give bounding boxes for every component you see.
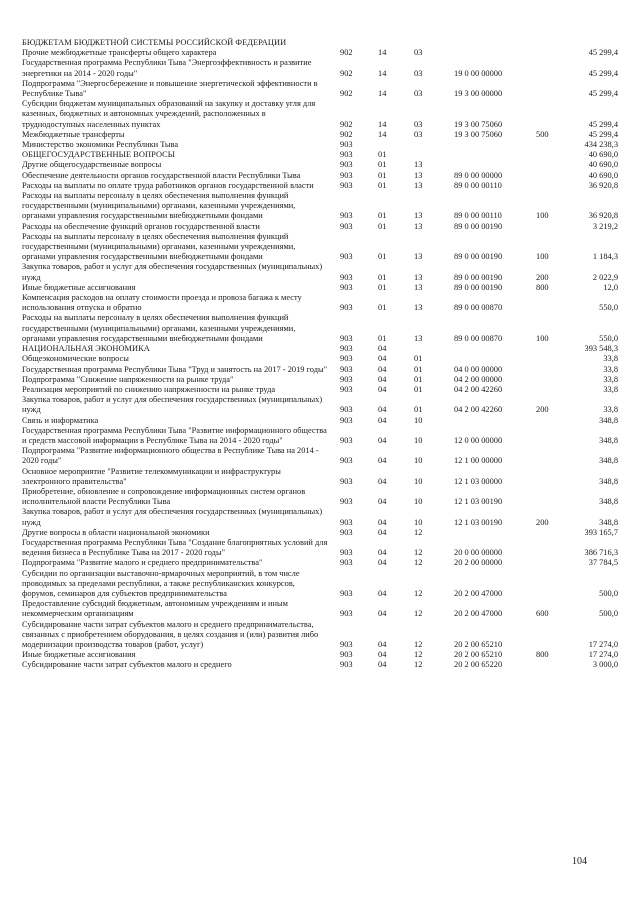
row-csr: 20 0 00 00000 [454, 548, 503, 558]
row-sum: 2 022,9 [592, 272, 618, 282]
row-csr: 20 2 00 00000 [454, 558, 503, 568]
row-rz: 14 [378, 68, 387, 78]
row-rz: 04 [378, 405, 387, 415]
row-csr: 20 2 00 65220 [454, 660, 503, 670]
row-pr: 01 [414, 354, 423, 364]
row-name: Субсидирование части затрат субъектов малого и среднего [22, 660, 232, 670]
row-rz: 14 [378, 129, 387, 139]
row-rz: 04 [378, 588, 387, 598]
row-name: НАЦИОНАЛЬНАЯ ЭКОНОМИКА [22, 344, 150, 354]
row-vr: 600 [536, 609, 549, 619]
table-row [22, 416, 618, 426]
row-csr: 89 0 00 00870 [454, 303, 503, 313]
row-pr: 03 [414, 89, 423, 99]
row-adm: 902 [340, 119, 353, 129]
table-row [22, 660, 618, 670]
row-name: Расходы на выплаты персоналу в целях обеспечения выполнения функций государственными (муниципальными) органами, казенными учреждениями, органами управления государственными внебюджетными фондами [22, 313, 296, 343]
row-name: Другие вопросы в области национальной экономики [22, 527, 210, 537]
row-rz: 04 [378, 609, 387, 619]
row-pr: 10 [414, 415, 423, 425]
row-rz: 01 [378, 252, 387, 262]
row-sum: 500,0 [599, 588, 618, 598]
table-row [22, 650, 618, 660]
row-name: Основное мероприятие "Развитие телекоммуникации и инфраструктуры электронного правительства" [22, 466, 281, 486]
row-rz: 01 [378, 282, 387, 292]
table-row [22, 385, 618, 395]
row-name: Прочие межбюджетные трансферты общего характера [22, 48, 217, 58]
table-row [22, 395, 618, 415]
row-rz: 01 [378, 303, 387, 313]
row-csr: 19 3 00 00000 [454, 89, 503, 99]
row-name: Министерство экономики Республики Тыва [22, 140, 179, 150]
row-sum: 348,8 [599, 456, 618, 466]
row-name: Государственная программа Республики Тыва "Создание благоприятных условий для ведения бизнеса в Республике Тыва на 2017 - 2020 годы" [22, 537, 328, 558]
row-adm: 903 [340, 303, 353, 313]
table-row [22, 191, 618, 222]
row-pr: 10 [414, 456, 423, 466]
row-name: Иные бюджетные ассигнования [22, 650, 136, 660]
row-rz: 04 [378, 415, 387, 425]
row-sum: 1 184,3 [592, 252, 618, 262]
row-adm: 903 [340, 609, 353, 619]
row-rz: 14 [378, 119, 387, 129]
row-csr: 89 0 00 00000 [454, 170, 503, 180]
table-row [22, 365, 618, 375]
row-sum: 45 299,4 [588, 68, 618, 78]
row-adm: 903 [340, 527, 353, 537]
row-csr: 19 3 00 75060 [454, 129, 503, 139]
table-row [22, 99, 618, 130]
row-csr: 89 0 00 00110 [454, 211, 502, 221]
table-row [22, 171, 618, 181]
row-sum: 36 920,8 [588, 180, 618, 190]
table-row [22, 262, 618, 282]
row-pr: 13 [414, 180, 423, 190]
row-adm: 903 [340, 282, 353, 292]
table-row [22, 79, 618, 99]
row-sum: 348,8 [599, 497, 618, 507]
row-sum: 386 716,3 [584, 548, 618, 558]
row-sum: 33,8 [603, 374, 618, 384]
row-sum: 348,8 [599, 476, 618, 486]
row-csr: 19 0 00 00000 [454, 68, 503, 78]
row-csr: 20 2 00 47000 [454, 588, 503, 598]
row-csr: 89 0 00 00870 [454, 333, 503, 343]
table-row [22, 569, 618, 600]
row-name: Подпрограмма "Развитие малого и среднего предпринимательства" [22, 558, 263, 568]
row-rz: 04 [378, 374, 387, 384]
row-csr: 20 2 00 65210 [454, 650, 503, 660]
row-rz: 04 [378, 527, 387, 537]
row-adm: 903 [340, 548, 353, 558]
row-sum: 45 299,4 [588, 89, 618, 99]
row-rz: 01 [378, 221, 387, 231]
row-sum: 17 274,0 [588, 650, 618, 660]
row-name: Реализация мероприятий по снижению напряженности на рынке труда [22, 384, 276, 394]
row-pr: 01 [414, 364, 423, 374]
table-row [22, 181, 618, 191]
row-sum: 40 690,0 [588, 170, 618, 180]
row-vr: 500 [536, 129, 549, 139]
row-csr: 04 0 00 00000 [454, 364, 503, 374]
row-pr: 03 [414, 48, 423, 58]
row-rz: 04 [378, 476, 387, 486]
row-adm: 903 [340, 180, 353, 190]
row-name: БЮДЖЕТАМ БЮДЖЕТНОЙ СИСТЕМЫ РОССИЙСКОЙ ФЕДЕРАЦИИ [22, 38, 287, 47]
row-name: Субсидии бюджетам муниципальных образований на закупку и доставку угля для казенных, бюджетных и автономных учреждений, расположенных в труднодоступных населенных пунктах [22, 99, 316, 129]
row-name: Общеэкономические вопросы [22, 354, 129, 364]
table-row [22, 38, 618, 48]
table-row [22, 232, 618, 263]
row-adm: 903 [340, 384, 353, 394]
table-row [22, 293, 618, 313]
row-name: Государственная программа Республики Тыва "Труд и занятость на 2017 - 2019 годы" [22, 364, 328, 374]
row-adm: 902 [340, 89, 353, 99]
row-name: Подпрограмма "Развитие информационного общества в Республике Тыва на 2014 - 2020 годы" [22, 446, 319, 466]
row-rz: 14 [378, 48, 387, 58]
row-adm: 903 [340, 476, 353, 486]
row-vr: 200 [536, 517, 549, 527]
page-number: 104 [572, 856, 587, 867]
row-rz: 04 [378, 497, 387, 507]
table-row [22, 528, 618, 538]
row-pr: 13 [414, 333, 423, 343]
row-adm: 903 [340, 150, 353, 160]
row-pr: 10 [414, 476, 423, 486]
row-name: Расходы на выплаты по оплате труда работников органов государственной власти [22, 180, 314, 190]
row-sum: 348,8 [599, 435, 618, 445]
row-csr: 04 2 00 42260 [454, 384, 503, 394]
table-row [22, 283, 618, 293]
row-csr: 89 0 00 00190 [454, 252, 503, 262]
row-rz: 04 [378, 364, 387, 374]
row-name: Закупка товаров, работ и услуг для обеспечения государственных (муниципальных) нужд [22, 507, 323, 527]
row-pr: 10 [414, 517, 423, 527]
table-row [22, 620, 618, 651]
row-sum: 393 548,3 [584, 344, 618, 354]
row-rz: 01 [378, 272, 387, 282]
row-csr: 12 0 00 00000 [454, 435, 503, 445]
row-pr: 13 [414, 252, 423, 262]
table-row [22, 375, 618, 385]
row-adm: 903 [340, 660, 353, 670]
row-adm: 902 [340, 129, 353, 139]
row-rz: 04 [378, 639, 387, 649]
row-vr: 200 [536, 272, 549, 282]
row-rz: 04 [378, 558, 387, 568]
row-pr: 12 [414, 660, 423, 670]
row-adm: 903 [340, 435, 353, 445]
row-csr: 12 1 00 00000 [454, 456, 503, 466]
row-adm: 903 [340, 211, 353, 221]
row-sum: 3 000,0 [592, 660, 618, 670]
row-rz: 01 [378, 333, 387, 343]
row-csr: 20 2 00 47000 [454, 609, 503, 619]
row-csr: 04 2 00 00000 [454, 374, 503, 384]
row-sum: 40 690,0 [588, 150, 618, 160]
row-name: Расходы на обеспечение функций органов государственной власти [22, 221, 260, 231]
row-rz: 04 [378, 456, 387, 466]
row-pr: 10 [414, 497, 423, 507]
row-rz: 04 [378, 650, 387, 660]
row-pr: 13 [414, 272, 423, 282]
row-pr: 13 [414, 221, 423, 231]
row-vr: 800 [536, 282, 549, 292]
row-pr: 10 [414, 435, 423, 445]
row-name: Закупка товаров, работ и услуг для обеспечения государственных (муниципальных) нужд [22, 262, 323, 282]
row-rz: 04 [378, 517, 387, 527]
row-rz: 01 [378, 180, 387, 190]
row-adm: 903 [340, 354, 353, 364]
row-adm: 903 [340, 650, 353, 660]
row-sum: 45 299,4 [588, 119, 618, 129]
row-rz: 04 [378, 384, 387, 394]
row-name: Подпрограмма "Снижение напряженности на рынке труда" [22, 374, 234, 384]
row-sum: 348,8 [599, 517, 618, 527]
row-adm: 903 [340, 364, 353, 374]
row-name: Расходы на выплаты персоналу в целях обеспечения выполнения функций государственными (муниципальными) органами, казенными учреждениями, органами управления государственными внебюджетными фондами [22, 231, 296, 262]
table-row [22, 467, 618, 487]
table-row [22, 507, 618, 527]
row-name: Предоставление субсидий бюджетным, автономным учреждениям и иным некоммерческим организациям [22, 599, 288, 619]
row-vr: 200 [536, 405, 549, 415]
row-sum: 12,0 [603, 282, 618, 292]
row-name: Приобретение, обновление и сопровождение информационных систем органов исполнительной власти Республики Тыва [22, 486, 306, 507]
row-csr: 89 0 00 00190 [454, 221, 503, 231]
row-name: Субсидирование части затрат субъектов малого и среднего предпринимательства, связанных с приобретением оборудования, в целях создания и (или) развития либо модернизации производства товаров (работ, услуг) [22, 619, 319, 649]
row-sum: 348,8 [599, 415, 618, 425]
row-sum: 36 920,8 [588, 211, 618, 221]
row-pr: 13 [414, 303, 423, 313]
row-adm: 903 [340, 221, 353, 231]
row-sum: 37 784,5 [588, 558, 618, 568]
row-name: Иные бюджетные ассигнования [22, 282, 136, 292]
row-sum: 500,0 [599, 609, 618, 619]
row-sum: 550,0 [599, 333, 618, 343]
row-name: Другие общегосударственные вопросы [22, 160, 162, 170]
table-row [22, 222, 618, 232]
row-sum: 3 219,2 [592, 221, 618, 231]
table-row [22, 48, 618, 58]
row-sum: 45 299,4 [588, 129, 618, 139]
row-pr: 03 [414, 119, 423, 129]
row-adm: 903 [340, 140, 353, 150]
table-row [22, 150, 618, 160]
row-name: Государственная программа Республики Тыва "Энергоэффективность и развитие энергетики на 2014 - 2020 годы" [22, 58, 312, 78]
row-pr: 12 [414, 558, 423, 568]
row-adm: 903 [340, 415, 353, 425]
row-adm: 903 [340, 272, 353, 282]
row-rz: 01 [378, 211, 387, 221]
row-adm: 902 [340, 68, 353, 78]
row-vr: 100 [536, 211, 549, 221]
row-pr: 12 [414, 609, 423, 619]
row-name: ОБЩЕГОСУДАРСТВЕННЫЕ ВОПРОСЫ [22, 150, 176, 160]
table-row [22, 140, 618, 150]
row-name: Государственная программа Республики Тыва "Развитие информационного общества и средств массовой информации в Республике Тыва на 2014 - 2020 годы" [22, 425, 327, 445]
row-pr: 01 [414, 405, 423, 415]
table-row [22, 58, 618, 78]
budget-table [22, 38, 618, 671]
row-csr: 12 1 03 00190 [454, 517, 503, 527]
row-sum: 33,8 [603, 384, 618, 394]
row-sum: 550,0 [599, 303, 618, 313]
table-row [22, 354, 618, 364]
row-csr: 20 2 00 65210 [454, 639, 503, 649]
row-sum: 393 165,7 [584, 527, 618, 537]
table-row [22, 130, 618, 140]
row-csr: 19 3 00 75060 [454, 119, 503, 129]
row-adm: 903 [340, 333, 353, 343]
row-name: Компенсация расходов на оплату стоимости проезда и провоза багажа к месту использования отпуска и обратно [22, 293, 302, 313]
row-rz: 04 [378, 435, 387, 445]
row-pr: 12 [414, 548, 423, 558]
row-sum: 40 690,0 [588, 160, 618, 170]
row-pr: 12 [414, 588, 423, 598]
row-pr: 01 [414, 384, 423, 394]
row-rz: 04 [378, 354, 387, 364]
row-name: Субсидии по организации выставочно-ярмарочных мероприятий, в том числе проводимых за пределами республики, а также республиканских конкурсов, форумов, семинаров для субъектов предпринимательства [22, 568, 300, 598]
row-pr: 01 [414, 374, 423, 384]
table-row [22, 487, 618, 507]
row-adm: 903 [340, 588, 353, 598]
row-adm: 903 [340, 639, 353, 649]
row-adm: 903 [340, 374, 353, 384]
row-pr: 13 [414, 282, 423, 292]
row-csr: 12 1 03 00190 [454, 497, 503, 507]
table-row [22, 344, 618, 354]
row-pr: 12 [414, 639, 423, 649]
row-adm: 903 [340, 160, 353, 170]
row-pr: 13 [414, 160, 423, 170]
row-adm: 903 [340, 252, 353, 262]
table-row [22, 599, 618, 619]
table-row [22, 160, 618, 170]
row-vr: 100 [536, 333, 549, 343]
row-rz: 01 [378, 170, 387, 180]
row-csr: 89 0 00 00190 [454, 282, 503, 292]
table-row [22, 446, 618, 466]
row-name: Закупка товаров, работ и услуг для обеспечения государственных (муниципальных) нужд [22, 395, 323, 415]
row-name: Обеспечение деятельности органов государственной власти Республики Тыва [22, 170, 301, 180]
row-adm: 903 [340, 517, 353, 527]
row-csr: 89 0 00 00190 [454, 272, 503, 282]
row-pr: 03 [414, 129, 423, 139]
row-vr: 800 [536, 650, 549, 660]
row-pr: 12 [414, 650, 423, 660]
row-adm: 903 [340, 170, 353, 180]
row-sum: 33,8 [603, 405, 618, 415]
row-sum: 33,8 [603, 354, 618, 364]
row-sum: 33,8 [603, 364, 618, 374]
row-pr: 13 [414, 170, 423, 180]
row-rz: 14 [378, 89, 387, 99]
row-name: Расходы на выплаты персоналу в целях обеспечения выполнения функций государственными (муниципальными) органами, казенными учреждениями, органами управления государственными внебюджетными фондами [22, 191, 296, 221]
row-rz: 04 [378, 344, 387, 354]
row-csr: 04 2 00 42260 [454, 405, 503, 415]
row-rz: 04 [378, 548, 387, 558]
table-row [22, 538, 618, 558]
row-name: Связь и информатика [22, 415, 99, 425]
row-rz: 01 [378, 150, 387, 160]
row-csr: 89 0 00 00110 [454, 180, 502, 190]
row-csr: 12 1 03 00000 [454, 476, 503, 486]
row-vr: 100 [536, 252, 549, 262]
table-row [22, 313, 618, 344]
row-sum: 45 299,4 [588, 48, 618, 58]
row-name: Межбюджетные трансферты [22, 129, 125, 139]
row-adm: 903 [340, 456, 353, 466]
row-rz: 01 [378, 160, 387, 170]
row-pr: 03 [414, 68, 423, 78]
row-adm: 902 [340, 48, 353, 58]
row-adm: 903 [340, 344, 353, 354]
row-sum: 17 274,0 [588, 639, 618, 649]
row-rz: 04 [378, 660, 387, 670]
row-sum: 434 238,3 [584, 140, 618, 150]
row-adm: 903 [340, 497, 353, 507]
table-row [22, 558, 618, 568]
row-adm: 903 [340, 558, 353, 568]
row-adm: 903 [340, 405, 353, 415]
row-pr: 12 [414, 527, 423, 537]
row-pr: 13 [414, 211, 423, 221]
table-row [22, 426, 618, 446]
row-name: Подпрограмма "Энергосбережение и повышение энергетической эффективности в Республике Тыва" [22, 78, 318, 99]
